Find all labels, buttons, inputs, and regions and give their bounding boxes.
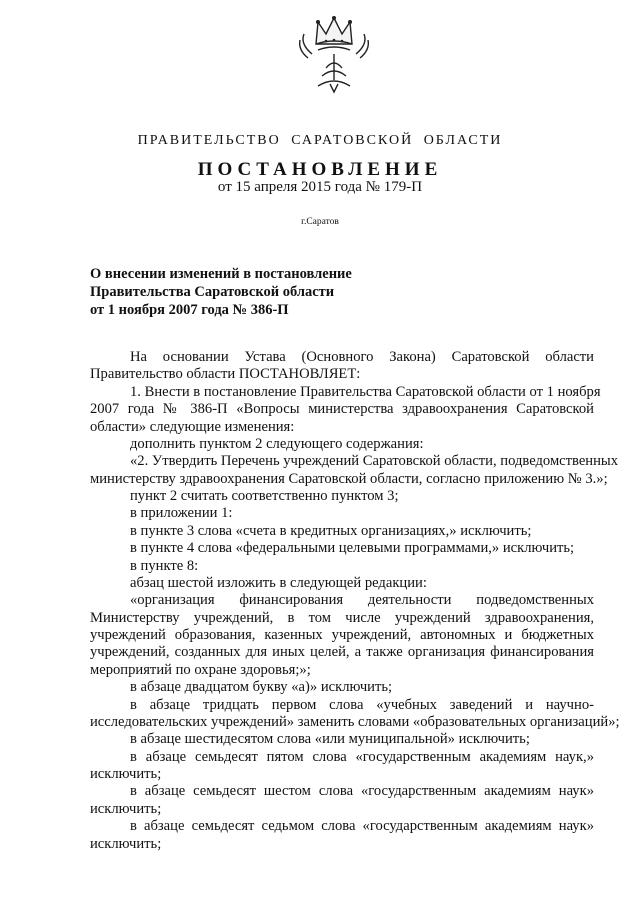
- body-line: дополнить пунктом 2 следующего содержания:: [130, 435, 424, 452]
- body-line: На основании Устава (Основного Закона) Саратовской области: [130, 349, 594, 365]
- body-line: исключить;: [90, 766, 162, 782]
- body-line: абзац шестой изложить в следующей редакции:: [130, 574, 427, 591]
- subject-line: О внесении изменений в постановление: [90, 266, 352, 282]
- body-line: 1. Внести в постановление Правительства Саратовской области от 1 ноября: [130, 383, 601, 400]
- government-title: ПРАВИТЕЛЬСТВО САРАТОВСКОЙ ОБЛАСТИ: [137, 133, 503, 148]
- body-line: пункт 2 считать соответственно пунктом 3;: [130, 488, 399, 504]
- document-body: [90, 349, 620, 853]
- body-line: в абзаце семьдесят шестом слова «государственным академиям наук»: [130, 783, 594, 800]
- coat-of-arms-icon: [296, 14, 372, 94]
- body-line: в абзаце тридцать первом слова «учебных заведений и научно-: [130, 696, 594, 713]
- body-line: исследовательских учреждений» заменить словами «образовательных организаций»;: [90, 713, 620, 730]
- document-type: ПОСТАНОВЛЕНИЕ: [197, 159, 443, 180]
- body-line: Правительство области ПОСТАНОВЛЯЕТ:: [90, 366, 361, 383]
- body-line: «организация финансирования деятельности подведомственных: [130, 592, 594, 609]
- body-line: министерству здравоохранения Саратовской области, согласно приложению № 3.»;: [90, 470, 608, 487]
- document-date-number: от 15 апреля 2015 года № 179-П: [217, 179, 423, 195]
- body-line: учреждений образования, казенных учреждений, автономных и бюджетных: [90, 627, 594, 643]
- document-subject: [90, 265, 510, 319]
- body-line: в пункте 3 слова «счета в кредитных организациях,» исключить;: [130, 522, 532, 539]
- body-line: области» следующие изменения:: [90, 418, 295, 435]
- subject-line: от 1 ноября 2007 года № 386-П: [90, 302, 289, 318]
- body-line: учреждений, созданных для иных целей, а также организация финансирования: [90, 644, 594, 661]
- body-line: «2. Утвердить Перечень учреждений Саратовской области, подведомственных: [130, 453, 619, 470]
- body-line: 2007 года № 386-П «Вопросы министерства здравоохранения Саратовской: [90, 401, 594, 418]
- body-line: в пункте 8:: [130, 557, 199, 574]
- body-line: Министерству учреждений, в том числе учреждений здравоохранения,: [90, 609, 594, 626]
- body-line: в пункте 4 слова «федеральными целевыми программами,» исключить;: [130, 540, 575, 557]
- body-line: в абзаце семьдесят седьмом слова «государственным академиям наук»: [130, 818, 594, 835]
- body-line: в абзаце шестидесятом слова «или муниципальной» исключить;: [130, 731, 530, 748]
- body-line: мероприятий по охране здоровья;»;: [90, 661, 311, 678]
- body-line: исключить;: [90, 835, 162, 852]
- body-line: в абзаце семьдесят пятом слова «государственным академиям наук,»: [130, 748, 594, 765]
- subject-line: Правительства Саратовской области: [90, 284, 335, 300]
- body-line: в абзаце двадцатом букву «а)» исключить;: [130, 679, 393, 696]
- document-city: г.Саратов: [301, 217, 339, 227]
- body-line: исключить;: [90, 800, 162, 817]
- body-line: в приложении 1:: [130, 505, 233, 522]
